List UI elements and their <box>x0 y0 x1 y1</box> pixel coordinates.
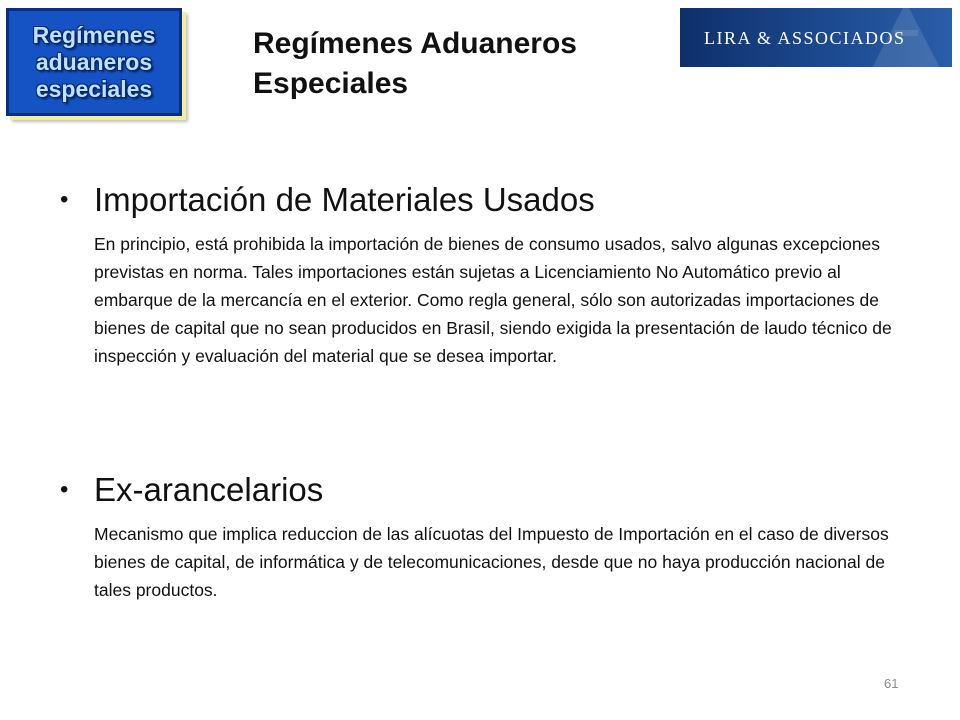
lira-associados-logo <box>680 8 952 67</box>
badge-line-3: especiales <box>35 75 153 102</box>
slide-title <box>253 24 653 104</box>
badge-line-2: aduaneros <box>35 48 153 75</box>
slide-title-line-2: Especiales <box>253 67 409 100</box>
section-heading <box>60 180 920 220</box>
regimenes-badge <box>6 8 182 116</box>
section-heading-text: Ex-arancelarios <box>94 471 324 508</box>
badge-line-1: Regímenes <box>32 21 156 48</box>
section-heading-text: Importación de Materiales Usados <box>94 181 595 218</box>
bullet-icon: • <box>60 476 69 503</box>
bullet-icon: • <box>60 186 69 213</box>
section-ex-arancelarios <box>60 470 920 604</box>
section-body: Mecanismo que implica reduccion de las alícuotas del Impuesto de Importación en el caso de diversos bienes de capital, de informática y de telecomunicaciones, desde que no haya producción nacional de tales productos. <box>94 524 889 600</box>
page-number: 61 <box>884 676 899 691</box>
section-importacion <box>60 180 920 370</box>
logo-text: LIRA & ASSOCIADOS <box>704 28 906 48</box>
slide-title-line-1: Regímenes Aduaneros <box>253 27 577 60</box>
section-body: En principio, está prohibida la importación de bienes de consumo usados, salvo algunas excepciones previstas en norma. Tales importaciones están sujetas a Licenciamiento No Automático previo al embarque de la mercancía en el exterior. Como regla general, sólo son autorizadas importaciones de bienes de capital que no sean producidos en Brasil, siendo exigida la presentación de laudo técnico de inspección y evaluación del material que se desea importar. <box>94 234 892 366</box>
section-heading <box>60 470 920 510</box>
